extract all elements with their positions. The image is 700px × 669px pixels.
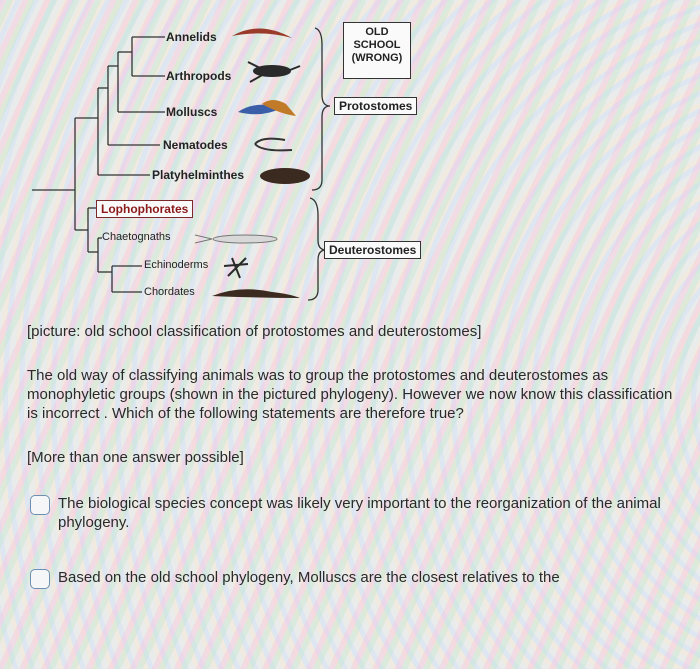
taxon-annelids: Annelids [166, 30, 217, 44]
old-school-box [343, 22, 411, 79]
deuterostomes-label: Deuterostomes [324, 241, 421, 259]
taxon-echinoderms: Echinoderms [144, 259, 209, 271]
phylogeny-diagram [0, 0, 700, 310]
old-school-line-2: SCHOOL [353, 39, 401, 51]
chaetognath-icon [195, 235, 277, 243]
taxon-arthropods: Arthropods [166, 69, 232, 83]
taxon-molluscs: Molluscs [166, 105, 218, 119]
taxon-chaetognaths: Chaetognaths [102, 231, 171, 243]
taxon-platyhelminthes: Platyhelminthes [152, 168, 245, 182]
answer-hint: [More than one answer possible] [27, 449, 244, 466]
mollusc-icon [238, 100, 296, 116]
option-2-checkbox[interactable] [30, 569, 50, 589]
answer-option-2[interactable] [30, 568, 670, 589]
answer-option-1[interactable] [30, 494, 670, 532]
nematode-icon [255, 139, 292, 151]
annelid-icon [232, 28, 292, 38]
chordate-icon [212, 289, 300, 298]
arthropod-icon [248, 62, 300, 82]
taxon-lophophorates: Lophophorates [96, 200, 193, 218]
old-school-line-3: (WRONG) [351, 52, 403, 64]
question-body: The old way of classifying animals was to group the protostomes and deuterostomes as monophyletic groups (shown in the pictured phylogeny). However we now know this classification is incorrect . Which of the following statements are therefore true? [27, 367, 673, 422]
protostomes-label: Protostomes [334, 97, 417, 115]
platyhelminth-icon [260, 168, 310, 184]
option-2-text: Based on the old school phylogeny, Molluscs are the closest relatives to the [58, 569, 560, 586]
option-1-text: The biological species concept was likely very important to the reorganization of the animal phylogeny. [58, 495, 661, 531]
image-caption: [picture: old school classification of protostomes and deuterostomes] [27, 323, 482, 340]
taxon-nematodes: Nematodes [163, 138, 228, 152]
option-1-checkbox[interactable] [30, 495, 50, 515]
taxon-chordates: Chordates [144, 286, 195, 298]
old-school-line-1: OLD [365, 26, 389, 38]
echinoderm-icon [224, 258, 248, 278]
